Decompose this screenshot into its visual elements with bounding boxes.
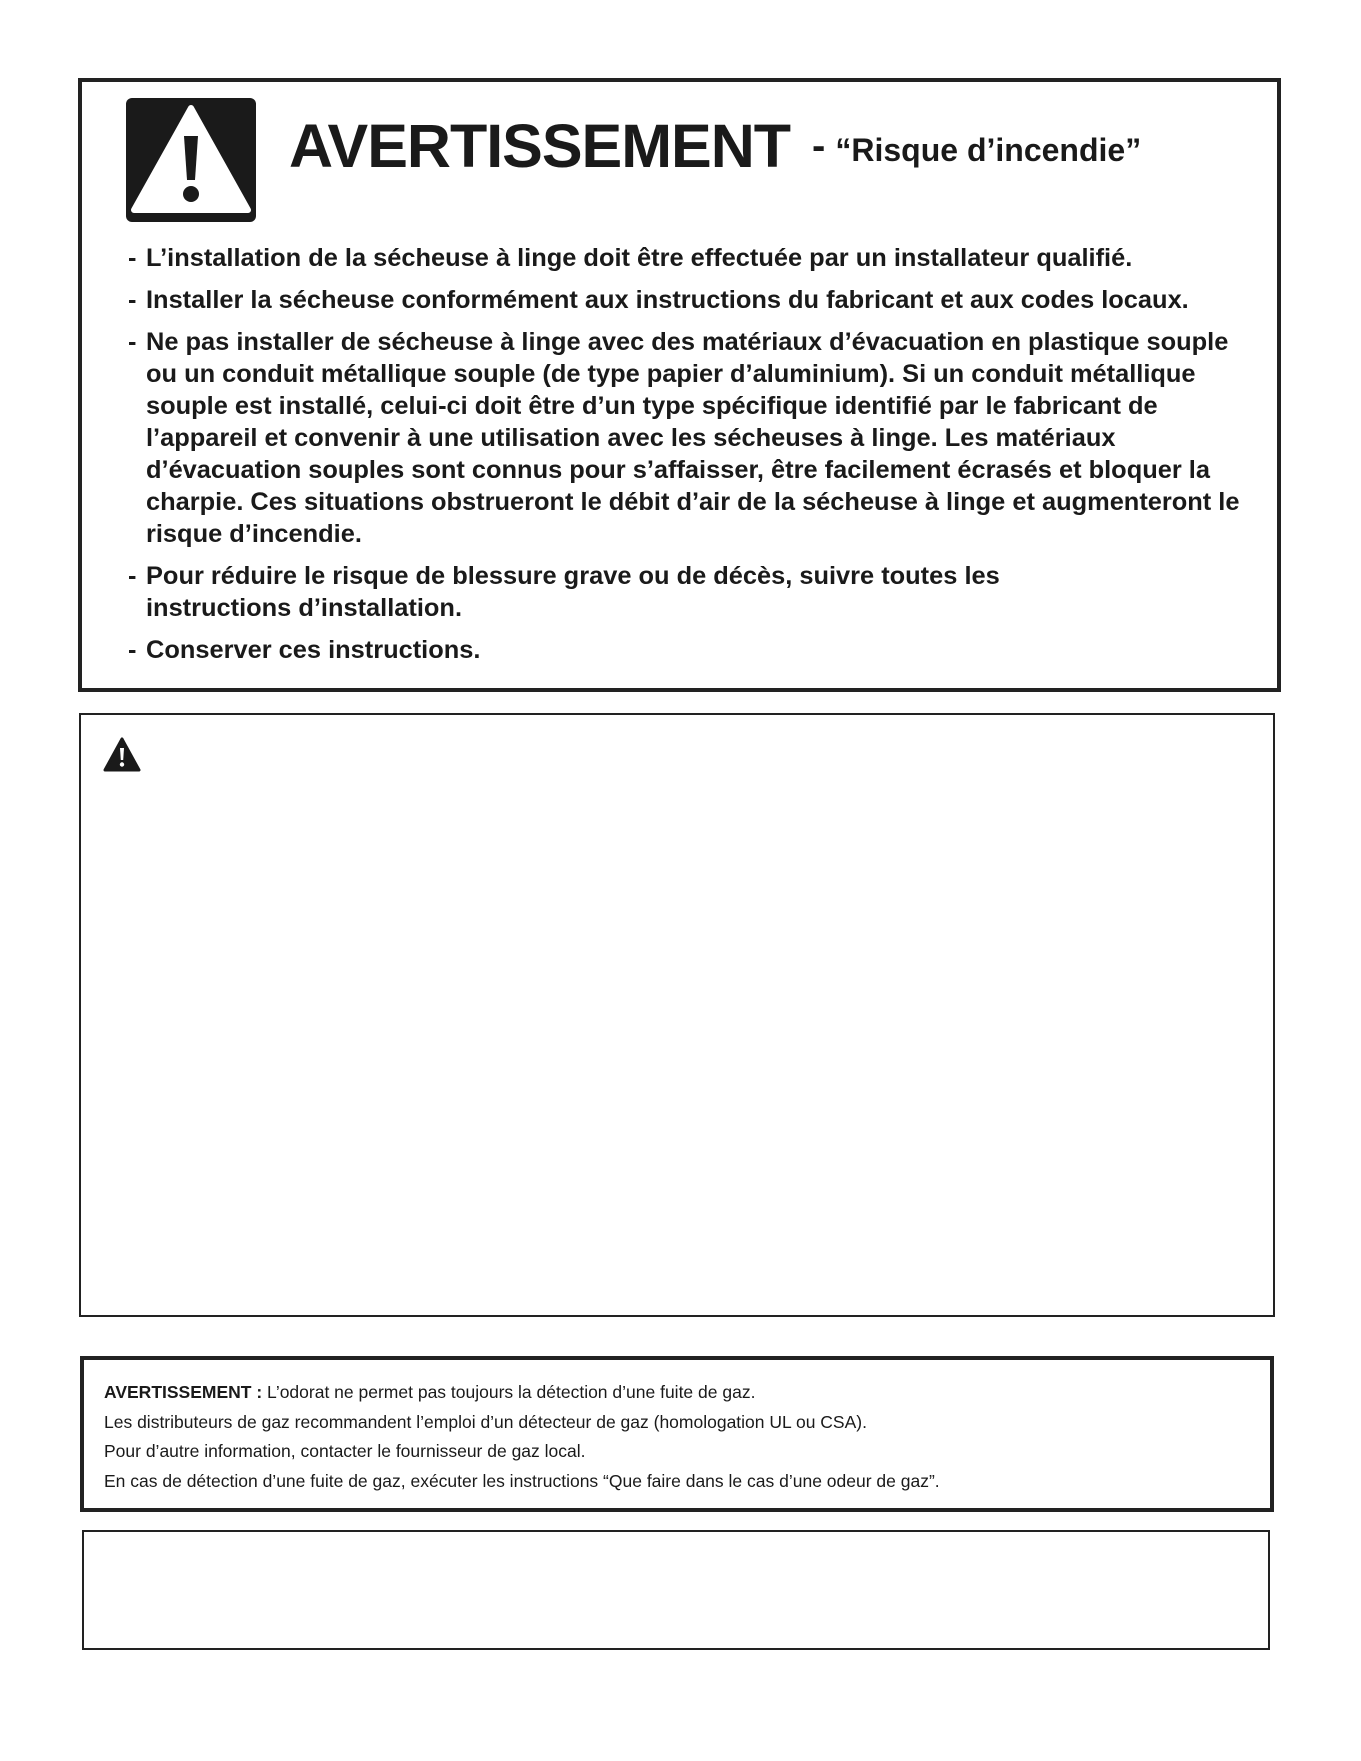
warning-subtitle: “Risque d’incendie” bbox=[835, 132, 1142, 168]
safety-info-box bbox=[79, 713, 1275, 1317]
gas-warning-line-4: En cas de détection d’une fuite de gaz, exécuter les instructions “Que faire dans le cas d’une odeur de gaz”. bbox=[104, 1470, 940, 1491]
warning-title: AVERTISSEMENT bbox=[289, 112, 791, 180]
fire-warning-heading bbox=[289, 112, 1142, 180]
gas-warning-line bbox=[104, 1378, 940, 1408]
list-item: - Pour réduire le risque de blessure grave ou de décès, suivre toutes les instructions d’installation. bbox=[128, 560, 1026, 624]
list-item: - Ne pas installer de sécheuse à linge avec des matériaux d’évacuation en plastique souple ou un conduit métallique souple (de type papier d’aluminium). Si un conduit métallique souple est installé, celui-ci doit être d’un type spécifique identifié par le fabricant de l’appareil et convenir à une utilisation avec les sécheuses à linge. Les matériaux d’évacuation souples sont connus pour s’affaisser, être facilement écrasés et bloquer la charpie. Ces situations obstrueront le débit d’air de la sécheuse à linge et augmenteront le risque d’incendie. bbox=[128, 326, 1258, 550]
gas-warning-line-2: Les distributeurs de gaz recommandent l’emploi d’un détecteur de gaz (homologation UL ou CSA). bbox=[104, 1411, 867, 1432]
gas-warning-box bbox=[80, 1356, 1274, 1512]
warning-triangle-icon bbox=[103, 737, 141, 772]
list-item: - L’installation de la sécheuse à linge doit être effectuée par un installateur qualifié. bbox=[128, 242, 1258, 274]
gas-warning-label: AVERTISSEMENT : bbox=[104, 1382, 263, 1402]
list-item: - Conserver ces instructions. bbox=[128, 634, 1258, 666]
fire-warning-box bbox=[78, 78, 1281, 692]
gas-warning-text bbox=[104, 1378, 940, 1496]
gas-warning-line-1: L’odorat ne permet pas toujours la détection d’une fuite de gaz. bbox=[267, 1382, 756, 1402]
empty-notice-box bbox=[82, 1530, 1270, 1650]
gas-warning-line-3: Pour d’autre information, contacter le fournisseur de gaz local. bbox=[104, 1441, 586, 1461]
title-separator: - bbox=[812, 124, 826, 168]
warning-triangle-icon bbox=[126, 98, 256, 222]
list-item: - Installer la sécheuse conformément aux instructions du fabricant et aux codes locaux. bbox=[128, 284, 1258, 316]
fire-warning-list bbox=[128, 242, 1258, 676]
